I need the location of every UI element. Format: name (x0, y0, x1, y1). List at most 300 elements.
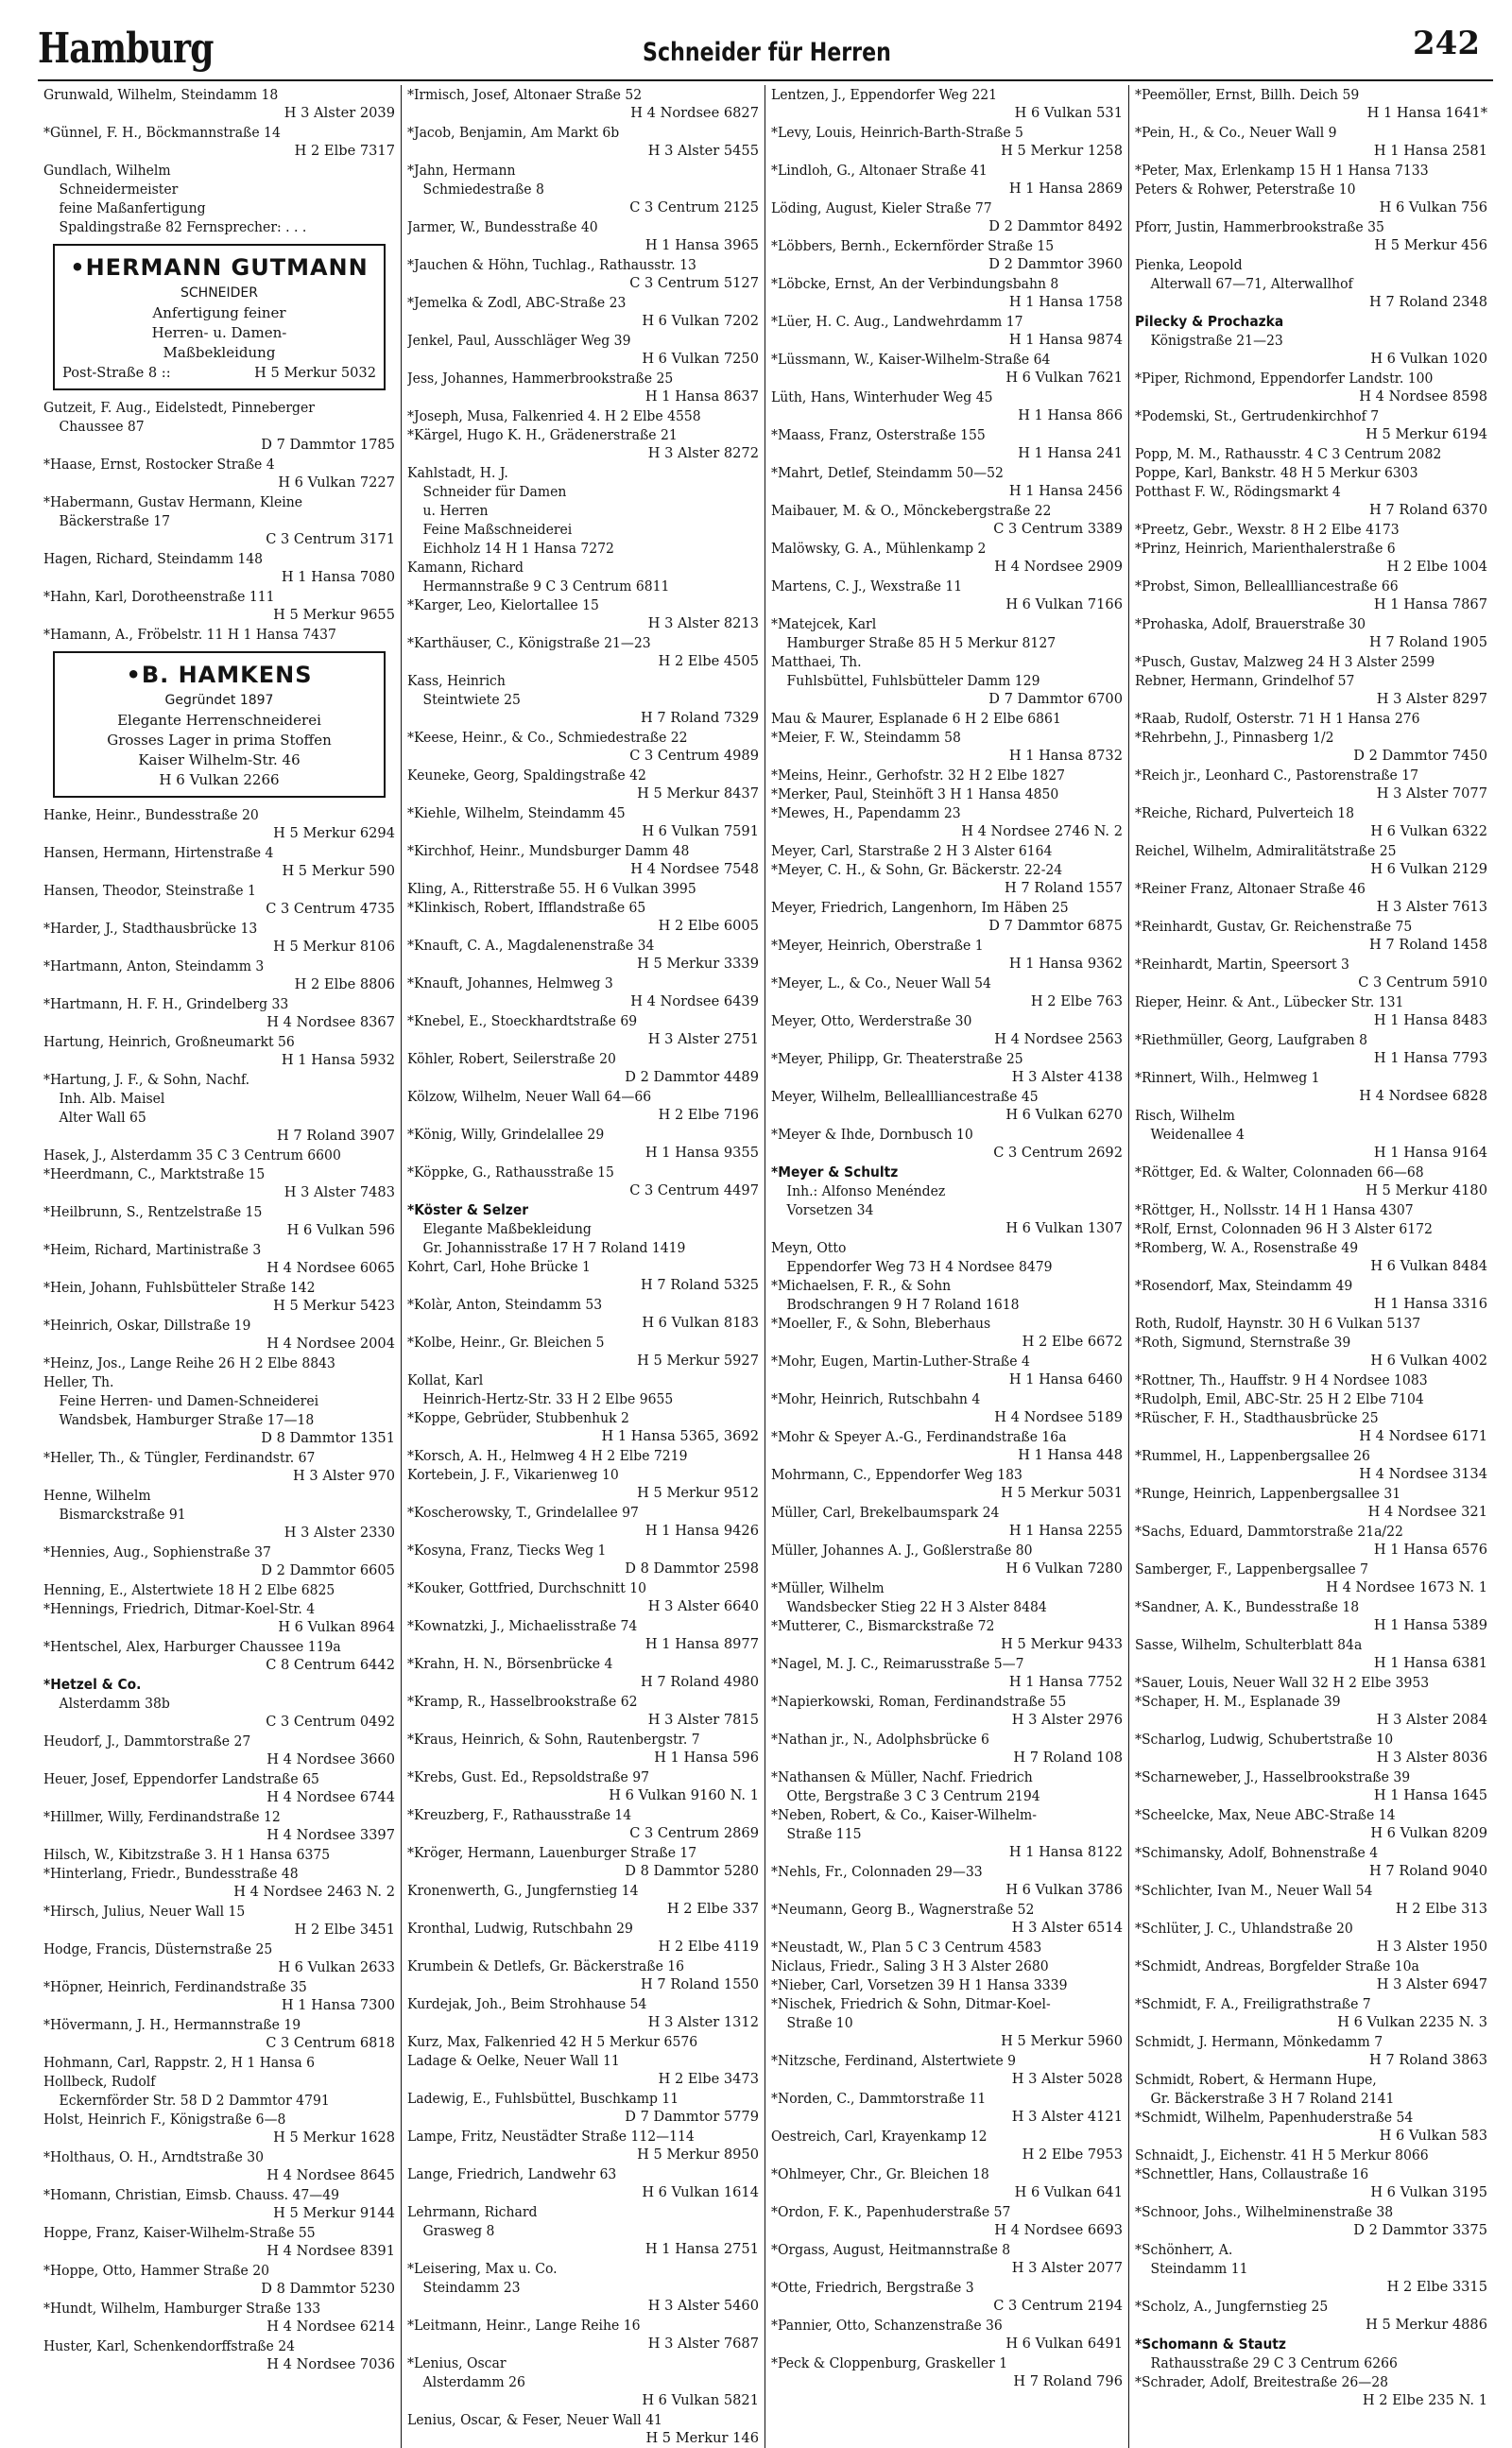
list-item (1135, 2202, 1487, 2240)
entry-phone: H 3 Alster 2039 (284, 105, 395, 121)
list-item (1135, 1560, 1487, 1597)
entry-name: *Leitmann, Heinr., Lange Reihe 16 (407, 2317, 641, 2334)
entry-name: *Maass, Franz, Osterstraße 155 (771, 426, 986, 443)
entry-name: *Schimansky, Adolf, Bohnenstraße 4 (1135, 1844, 1379, 1861)
list-item (407, 1503, 759, 1541)
entry-phone: H 6 Vulkan 7621 (1005, 370, 1123, 386)
entry-name: *Heller, Th., & Tüngler, Ferdinandstr. 67 (43, 1449, 316, 1466)
entry-phone: H 7 Roland 1557 (1005, 880, 1123, 896)
list-item (771, 161, 1123, 198)
entry-line: Bismarckstraße 91 (59, 1506, 186, 1523)
entry-name: *Günnel, F. H., Böckmannstraße 14 (43, 124, 281, 141)
list-item (771, 1900, 1123, 1938)
list-item (771, 198, 1123, 236)
list-item (1135, 2240, 1487, 2297)
entry-name: *Rudolph, Emil, ABC-Str. 25 H 2 Elbe 7104 (1135, 1390, 1424, 1407)
entry-phone: H 1 Hansa 9164 (1373, 1145, 1487, 1161)
entry-phone: D 2 Dammtor 3960 (988, 256, 1123, 272)
list-item (407, 1163, 759, 1200)
entry-name: *Hirsch, Julius, Neuer Wall 15 (43, 1903, 246, 1920)
entry-line: Hamburger Straße 85 H 5 Merkur 8127 (786, 634, 1057, 651)
entry-name: Heuer, Josef, Eppendorfer Landstraße 65 (43, 1770, 319, 1787)
entry-name: *Heinrich, Oskar, Dillstraße 19 (43, 1317, 251, 1334)
entry-name: *Preetz, Gebr., Wexstr. 8 H 2 Elbe 4173 (1135, 521, 1400, 538)
list-item (771, 123, 1123, 161)
list-item (407, 2410, 759, 2448)
entry-name: *Meyer, Heinrich, Oberstraße 1 (771, 937, 984, 954)
entry-line: Weidenallee 4 (1150, 1126, 1245, 1143)
entry-name: *Matejcek, Karl (771, 615, 877, 632)
entry-line: Schneider für Damen (422, 483, 567, 500)
entry-phone: H 3 Alster 5028 (1011, 2071, 1123, 2087)
entry-name: Potthast F. W., Rödingsmarkt 4 (1135, 483, 1341, 500)
list-item (43, 398, 395, 455)
entry-phone: H 3 Alster 6640 (647, 1598, 759, 1614)
entry-name: *Schmidt, F. A., Freiligrathstraße 7 (1135, 1995, 1371, 2012)
list-item (771, 1011, 1123, 1049)
entry-name: Mohrmann, C., Eppendorfer Weg 183 (771, 1466, 1022, 1483)
entry-name: Poppe, Karl, Bankstr. 48 H 5 Merkur 6303 (1135, 464, 1418, 481)
entry-name: *Hundt, Wilhelm, Hamburger Straße 133 (43, 2300, 321, 2317)
entry-name: Hoppe, Franz, Kaiser-Wilhelm-Straße 55 (43, 2224, 316, 2241)
entry-name: Henning, E., Alstertwiete 18 H 2 Elbe 6825 (43, 1581, 335, 1598)
entry-name: *Schmidt, Andreas, Borgfelder Straße 10a (1135, 1957, 1419, 1974)
entry-phone: D 7 Dammtor 6700 (988, 691, 1123, 707)
entry-phone: H 1 Hansa 2751 (644, 2241, 759, 2257)
list-item (43, 1807, 395, 1845)
entry-phone: D 2 Dammtor 8492 (988, 218, 1123, 234)
entry-name: *Norden, C., Dammtorstraße 11 (771, 2090, 987, 2107)
list-item (771, 974, 1123, 1011)
entry-name: *Krebs, Gust. Ed., Repsoldstraße 97 (407, 1768, 650, 1785)
entry-phone: H 3 Alster 6514 (1011, 1920, 1123, 1936)
list-item (1135, 1389, 1487, 1408)
entry-name: *Merker, Paul, Steinhöft 3 H 1 Hansa 4850 (771, 785, 1059, 802)
entry-name: Kronenwerth, G., Jungfernstieg 14 (407, 1882, 639, 1899)
list-item (1135, 217, 1487, 255)
entry-line: Eichholz 14 H 1 Hansa 7272 (422, 540, 614, 557)
entry-phone: H 4 Nordsee 5189 (994, 1409, 1123, 1425)
list-item (1135, 1276, 1487, 1314)
entry-name: *Meins, Heinr., Gerhofstr. 32 H 2 Elbe 1827 (771, 767, 1066, 784)
list-item (43, 123, 395, 161)
entry-name: Matthaei, Th. (771, 653, 862, 670)
entry-phone: C 3 Centrum 0492 (266, 1714, 395, 1730)
entry-phone: H 3 Alster 970 (293, 1468, 395, 1484)
list-item (43, 2185, 395, 2223)
list-item (43, 994, 395, 1032)
section-title: Schneider für Herren (643, 38, 891, 67)
entry-line: Chaussee 87 (59, 418, 145, 435)
list-item (1135, 709, 1487, 728)
entry-name: Lehrmann, Richard (407, 2203, 538, 2220)
column-3 (765, 85, 1129, 2448)
list-item (43, 1977, 395, 2015)
entry-line: Eppendorfer Weg 73 H 4 Nordsee 8479 (786, 1258, 1053, 1275)
entry-phone: H 6 Vulkan 1614 (642, 2184, 759, 2200)
entry-phone: H 1 Hansa 866 (1018, 407, 1123, 423)
list-item (771, 1994, 1123, 2051)
list-item (1135, 1106, 1487, 1163)
entry-name: *Kolàr, Anton, Steindamm 53 (407, 1296, 603, 1313)
list-item (43, 1675, 395, 1732)
entry-name: Köhler, Robert, Seilerstraße 20 (407, 1050, 616, 1067)
entry-name: *Reinhardt, Gustav, Gr. Reichenstraße 75 (1135, 918, 1413, 935)
list-item (43, 2299, 395, 2336)
list-item (771, 1957, 1123, 1975)
entry-name: Kass, Heinrich (407, 672, 506, 689)
entry-name: *Röttger, Ed. & Walter, Colonnaden 66—68 (1135, 1164, 1424, 1181)
list-item (1135, 1767, 1487, 1805)
entry-phone: H 1 Hansa 2456 (1008, 483, 1123, 499)
list-item (1135, 1730, 1487, 1767)
entry-phone: H 2 Elbe 3473 (658, 2071, 759, 2087)
entry-name: Pforr, Justin, Hammerbrookstraße 35 (1135, 218, 1384, 235)
entry-phone: H 2 Elbe 7196 (658, 1107, 759, 1123)
entry-phone: H 6 Vulkan 756 (1379, 199, 1487, 215)
entry-phone: H 3 Alster 8036 (1376, 1750, 1487, 1766)
entry-phone: H 6 Vulkan 596 (286, 1222, 395, 1238)
entry-name: Samberger, F., Lappenbergsallee 7 (1135, 1560, 1369, 1577)
list-item (407, 1957, 759, 1994)
list-item (43, 1372, 395, 1448)
list-item (43, 1448, 395, 1486)
entry-name: Hagen, Richard, Steindamm 148 (43, 550, 264, 567)
entry-phone: H 4 Nordsee 6828 (1359, 1088, 1487, 1104)
entry-phone: H 6 Vulkan 7591 (642, 823, 759, 839)
entry-phone: H 2 Elbe 763 (1030, 993, 1123, 1009)
entry-line: Wandsbecker Stieg 22 H 3 Alster 8484 (786, 1598, 1047, 1615)
list-item (1135, 728, 1487, 766)
entry-name: *Knebel, E., Stoeckhardtstraße 69 (407, 1012, 638, 1029)
entry-name: Löding, August, Kieler Straße 77 (771, 199, 992, 216)
list-item (771, 1692, 1123, 1730)
entry-name: *Scharneweber, J., Hasselbrookstraße 39 (1135, 1768, 1411, 1785)
entry-name: *Hetzel & Co. (43, 1676, 142, 1693)
entry-name: *Kosyna, Franz, Tiecks Weg 1 (407, 1542, 607, 1559)
list-item (771, 936, 1123, 974)
entry-phone: H 7 Roland 1905 (1369, 634, 1487, 650)
entry-phone: H 5 Merkur 5423 (273, 1298, 395, 1314)
entry-phone: H 3 Alster 6947 (1376, 1976, 1487, 1992)
entry-phone: H 3 Alster 7077 (1376, 785, 1487, 802)
entry-name: *Kröger, Hermann, Lauenburger Straße 17 (407, 1844, 697, 1861)
entry-name: *Mohr & Speyer A.-G., Ferdinandstraße 16a (771, 1428, 1067, 1445)
list-item (771, 577, 1123, 614)
entry-name: *Kärgel, Hugo K. H., Grädenerstraße 21 (407, 426, 678, 443)
entry-phone: D 2 Dammtor 4489 (625, 1069, 759, 1085)
list-item (407, 671, 759, 728)
list-item (1135, 1597, 1487, 1635)
list-item (771, 2278, 1123, 2316)
entry-phone: H 6 Vulkan 7227 (278, 474, 395, 491)
list-item (1135, 1673, 1487, 1692)
list-item (1135, 482, 1487, 520)
entry-name: *Schnettler, Hans, Collaustraße 16 (1135, 2165, 1369, 2182)
entry-phone: H 6 Vulkan 8964 (278, 1619, 395, 1635)
entry-phone: H 6 Vulkan 3195 (1370, 2184, 1487, 2200)
ad-line: Elegante Herrenschneiderei (117, 712, 321, 729)
entry-phone: H 2 Elbe 7953 (1022, 2146, 1123, 2163)
entry-line: Schneidermeister (59, 181, 179, 198)
entry-phone: H 1 Hansa 9426 (644, 1523, 759, 1539)
entry-name: *Hartung, J. F., & Sohn, Nachf. (43, 1071, 250, 1088)
entry-name: Rieper, Heinr. & Ant., Lübecker Str. 131 (1135, 993, 1404, 1010)
list-item (43, 1580, 395, 1599)
entry-phone: H 7 Roland 3907 (277, 1128, 395, 1144)
entry-name: *Nathansen & Müller, Nachf. Friedrich (771, 1768, 1033, 1785)
list-item (43, 1202, 395, 1240)
entry-phone: H 2 Elbe 6672 (1022, 1334, 1123, 1350)
list-item (771, 1975, 1123, 1994)
list-item (771, 1616, 1123, 1654)
list-item (43, 1278, 395, 1316)
entry-name: *Moeller, F., & Sohn, Bleberhaus (771, 1315, 991, 1332)
entry-phone: H 4 Nordsee 6744 (266, 1789, 395, 1805)
entry-phone: C 8 Centrum 6442 (266, 1657, 395, 1673)
entry-phone: H 7 Roland 1550 (641, 1976, 759, 1992)
entry-line: Königstraße 21—23 (1150, 332, 1283, 349)
list-item (1135, 539, 1487, 577)
advertisement-box (53, 244, 386, 390)
entry-name: Martens, C. J., Wexstraße 11 (771, 578, 963, 595)
entry-line: Vorsetzen 34 (786, 1201, 874, 1218)
entry-name: *Knauft, C. A., Magdalenenstraße 34 (407, 937, 655, 954)
entry-name: Kurz, Max, Falkenried 42 H 5 Merkur 6576 (407, 2033, 698, 2050)
entry-phone: H 7 Roland 108 (1013, 1750, 1123, 1766)
entry-name: Hilsch, W., Kibitzstraße 3. H 1 Hansa 6375 (43, 1846, 331, 1863)
entry-name: Gundlach, Wilhelm (43, 162, 171, 179)
entry-name: *Pannier, Otto, Schanzenstraße 36 (771, 2317, 1003, 2334)
entry-phone: H 1 Hansa 7300 (281, 1997, 395, 2013)
list-item (407, 595, 759, 633)
entry-name: Sasse, Wilhelm, Schulterblatt 84a (1135, 1636, 1363, 1653)
entry-phone: D 7 Dammtor 6875 (988, 918, 1123, 934)
entry-phone: H 3 Alster 7613 (1376, 899, 1487, 915)
entry-phone: H 2 Elbe 4119 (658, 1939, 759, 1955)
entry-name: Meyer, Carl, Starstraße 2 H 3 Alster 6164 (771, 842, 1053, 859)
entry-line: Elegante Maßbekleidung (422, 1220, 592, 1237)
entry-name: Peters & Rohwer, Peterstraße 10 (1135, 181, 1356, 198)
entry-name: *Meyer, C. H., & Sohn, Gr. Bäckerstr. 22-24 (771, 861, 1063, 878)
list-item (43, 1939, 395, 1977)
ad-name: •B. HAMKENS (126, 662, 313, 688)
entry-phone: H 1 Hansa 5932 (281, 1052, 395, 1068)
list-item (407, 1767, 759, 1805)
entry-name: *Röttger, H., Nollsstr. 14 H 1 Hansa 4307 (1135, 1201, 1414, 1218)
entry-phone: H 7 Roland 9040 (1369, 1863, 1487, 1879)
entry-name: *Riethmüller, Georg, Laufgraben 8 (1135, 1031, 1367, 1048)
list-item (43, 2147, 395, 2185)
list-item (43, 919, 395, 957)
entry-name: *Harder, J., Stadthausbrücke 13 (43, 920, 258, 937)
entry-line: Spaldingstraße 82 Fernsprecher: . . . (59, 218, 307, 235)
entry-phone: H 5 Merkur 590 (282, 863, 395, 879)
entry-phone: H 1 Hansa 7793 (1373, 1050, 1487, 1066)
list-item (407, 1730, 759, 1767)
entry-phone: D 8 Dammtor 5280 (625, 1863, 759, 1879)
list-item (771, 1465, 1123, 1503)
entry-phone: H 7 Roland 1458 (1369, 937, 1487, 953)
entry-phone: H 3 Alster 4121 (1011, 2109, 1123, 2125)
list-item (1135, 1200, 1487, 1219)
entry-line: Gr. Bäckerstraße 3 H 7 Roland 2141 (1150, 2090, 1395, 2107)
entry-phone: H 6 Vulkan 6270 (1005, 1107, 1123, 1123)
entry-phone: H 2 Elbe 1004 (1386, 559, 1487, 575)
entry-name: *Mutterer, C., Bismarckstraße 72 (771, 1617, 995, 1634)
entry-phone: H 4 Nordsee 2004 (266, 1336, 395, 1352)
entry-name: *Kiehle, Wilhelm, Steindamm 45 (407, 804, 626, 821)
entry-name: *Heim, Richard, Martinistraße 3 (43, 1241, 262, 1258)
entry-phone: C 3 Centrum 2194 (993, 2298, 1123, 2314)
entry-phone: H 2 Elbe 313 (1395, 1901, 1487, 1917)
entry-line: Inh.: Alfonso Menéndez (786, 1182, 946, 1199)
list-item (43, 455, 395, 492)
list-item (771, 312, 1123, 350)
list-item (1135, 1919, 1487, 1957)
entry-line: Steintwiete 25 (422, 691, 521, 708)
entry-phone: H 4 Nordsee 2746 N. 2 (961, 823, 1123, 839)
entry-name: Risch, Wilhelm (1135, 1107, 1235, 1124)
entry-phone: H 6 Vulkan 2633 (278, 1959, 395, 1975)
entry-name: *Reich jr., Leonhard C., Pastorenstraße 17 (1135, 767, 1419, 784)
list-item (43, 2053, 395, 2072)
entry-phone: H 3 Alster 7815 (647, 1712, 759, 1728)
list-item (1135, 766, 1487, 803)
ad-subtitle: Gegründet 1897 (164, 693, 274, 708)
entry-name: *Raab, Rudolf, Osterstr. 71 H 1 Hansa 276 (1135, 710, 1420, 727)
entry-phone: H 1 Hansa 9874 (1008, 332, 1123, 348)
entry-phone: D 2 Dammtor 6605 (261, 1562, 395, 1578)
entry-name: *Jahn, Hermann (407, 162, 516, 179)
list-item (407, 1805, 759, 1843)
list-item (43, 1902, 395, 1939)
entry-phone: H 5 Merkur 9433 (1001, 1636, 1123, 1652)
entry-name: *König, Willy, Grindelallee 29 (407, 1126, 605, 1143)
entry-phone: H 4 Nordsee 2463 N. 2 (233, 1884, 395, 1900)
entry-phone: H 1 Hansa 8122 (1008, 1844, 1123, 1860)
entry-name: *Schlichter, Ivan M., Neuer Wall 54 (1135, 1882, 1373, 1899)
list-item (43, 85, 395, 123)
list-item (1135, 1446, 1487, 1484)
entry-name: Kurdejak, Joh., Beim Strohhause 54 (407, 1995, 647, 2012)
entry-name: *Pusch, Gustav, Malzweg 24 H 3 Alster 2599 (1135, 653, 1435, 670)
entry-name: *Reinhardt, Martin, Speersort 3 (1135, 956, 1349, 973)
list-item (1135, 1522, 1487, 1560)
list-item (1135, 1333, 1487, 1371)
city-title: Hamburg (38, 25, 214, 73)
entry-phone: H 6 Vulkan 1020 (1370, 351, 1487, 367)
entry-name: *Karthäuser, C., Königstraße 21—23 (407, 634, 651, 651)
entry-phone: H 4 Nordsee 1673 N. 1 (1326, 1579, 1487, 1595)
entry-phone: H 2 Elbe 337 (666, 1901, 759, 1917)
entry-name: Meyer, Wilhelm, Belleallliancestraße 45 (771, 1088, 1039, 1105)
entry-phone: H 3 Alster 2077 (1011, 2260, 1123, 2276)
list-item (43, 2336, 395, 2374)
list-item (1135, 1408, 1487, 1446)
entry-phone: H 5 Merkur 8106 (273, 939, 395, 955)
list-item (407, 161, 759, 217)
entry-phone: D 7 Dammtor 1785 (261, 437, 395, 453)
entry-phone: H 1 Hansa 2869 (1008, 181, 1123, 197)
entry-phone: H 5 Merkur 8950 (637, 2146, 759, 2163)
entry-line: Gr. Johannisstraße 17 H 7 Roland 1419 (422, 1239, 686, 1256)
list-item (407, 879, 759, 898)
entry-name: *Hoppe, Otto, Hammer Straße 20 (43, 2262, 270, 2279)
entry-name: *Sauer, Louis, Neuer Wall 32 H 2 Elbe 3953 (1135, 1674, 1430, 1691)
entry-phone: H 6 Vulkan 7250 (642, 351, 759, 367)
list-item (771, 728, 1123, 766)
entry-line: Heinrich-Hertz-Str. 33 H 2 Elbe 9655 (422, 1390, 674, 1407)
list-item (771, 1730, 1123, 1767)
list-item (771, 2240, 1123, 2278)
entry-phone: D 8 Dammtor 5230 (261, 2281, 395, 2297)
list-item (43, 1732, 395, 1769)
entry-phone: H 1 Hansa 6381 (1373, 1655, 1487, 1671)
entry-phone: H 1 Hansa 2255 (1008, 1523, 1123, 1539)
entry-name: *Rottner, Th., Hauffstr. 9 H 4 Nordsee 1083 (1135, 1371, 1428, 1388)
entry-name: Hansen, Hermann, Hirtenstraße 4 (43, 844, 274, 861)
entry-phone: H 6 Vulkan 583 (1379, 2128, 1487, 2144)
entry-name: *Köppke, G., Rathausstraße 15 (407, 1164, 614, 1181)
list-item (771, 803, 1123, 841)
list-item (407, 633, 759, 671)
ad-subtitle: SCHNEIDER (180, 285, 258, 301)
entry-name: *Kolbe, Heinr., Gr. Bleichen 5 (407, 1334, 605, 1351)
list-item (771, 1654, 1123, 1692)
entry-phone: H 1 Hansa 2581 (1373, 143, 1487, 159)
entry-phone: H 3 Alster 2976 (1011, 1712, 1123, 1728)
column-2 (402, 85, 765, 2448)
list-item (407, 1011, 759, 1049)
list-item (771, 766, 1123, 784)
entry-name: Krumbein & Detlefs, Gr. Bäckerstraße 16 (407, 1957, 685, 1974)
entry-phone: H 1 Hansa 8977 (644, 1636, 759, 1652)
list-item (1135, 369, 1487, 406)
entry-phone: H 3 Alster 2330 (284, 1525, 395, 1541)
entry-name: Kortebein, J. F., Vikarienweg 10 (407, 1466, 619, 1483)
entry-phone: H 1 Hansa 7752 (1008, 1674, 1123, 1690)
entry-name: *Hartmann, H. F. H., Grindelberg 33 (43, 995, 289, 1012)
entry-phone: H 4 Nordsee 6171 (1359, 1428, 1487, 1444)
entry-name: *Prohaska, Adolf, Brauerstraße 30 (1135, 615, 1366, 632)
entry-phone: H 1 Hansa 1645 (1373, 1787, 1487, 1803)
list-item (1135, 2164, 1487, 2202)
list-item (1135, 1635, 1487, 1673)
list-item (407, 974, 759, 1011)
entry-phone: C 3 Centrum 5910 (1358, 974, 1487, 991)
list-item (407, 1919, 759, 1957)
list-item (407, 1371, 759, 1408)
entry-phone: H 4 Nordsee 6214 (266, 2319, 395, 2335)
entry-name: Heudorf, J., Dammtorstraße 27 (43, 1733, 251, 1750)
entry-phone: H 7 Roland 796 (1013, 2373, 1123, 2389)
entry-line: Alterwall 67—71, Alterwallhof (1150, 275, 1353, 292)
entry-phone: H 3 Alster 1312 (647, 2014, 759, 2030)
entry-phone: H 6 Vulkan 8484 (1370, 1258, 1487, 1274)
entry-name: *Meyer, L., & Co., Neuer Wall 54 (771, 974, 991, 991)
list-item (1135, 1030, 1487, 1068)
entry-name: *Hentschel, Alex, Harburger Chaussee 119a (43, 1638, 341, 1655)
entry-line: Alsterdamm 26 (422, 2373, 525, 2390)
entry-line: Eckernförder Str. 58 D 2 Dammtor 4791 (59, 2092, 330, 2109)
list-item (1135, 992, 1487, 1030)
entry-phone: H 5 Merkur 1258 (1001, 143, 1123, 159)
ad-footer-address: Post-Straße 8 :: (62, 365, 171, 381)
entry-name: *Klinkisch, Robert, Ifflandstraße 65 (407, 899, 646, 916)
entry-name: Popp, M. M., Rathausstr. 4 C 3 Centrum 2082 (1135, 445, 1442, 462)
entry-name: Lampe, Fritz, Neustädter Straße 112—114 (407, 2128, 695, 2145)
